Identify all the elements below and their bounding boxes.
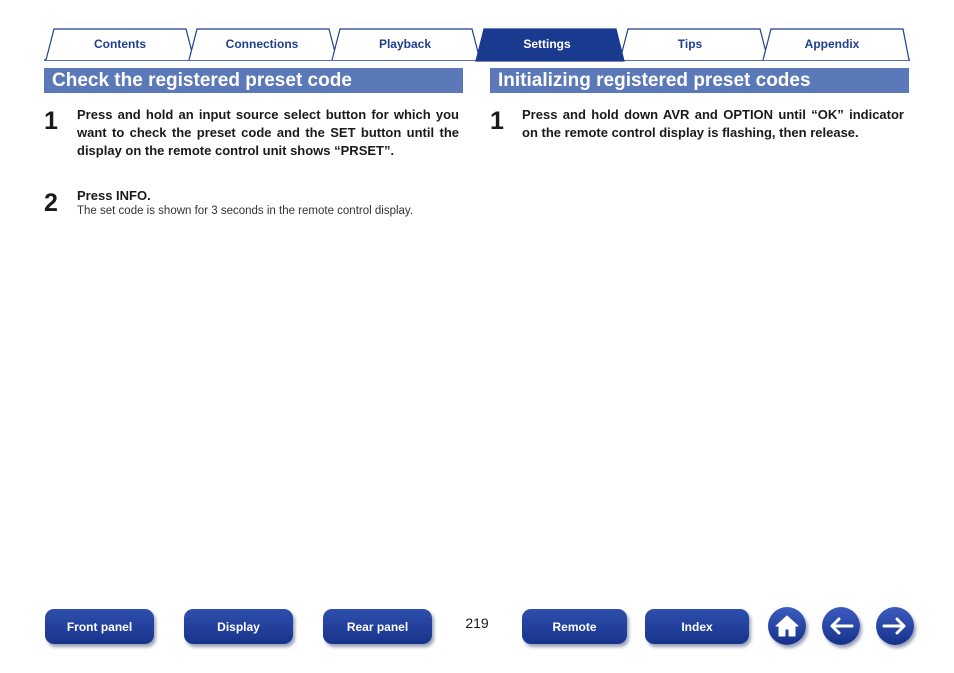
remote-button[interactable]: Remote (522, 609, 627, 644)
step-instruction (77, 106, 459, 160)
tab-connections[interactable]: Connections (225, 37, 299, 51)
step-note: The set code is shown for 3 seconds in the remote control display. (77, 205, 414, 217)
step-number: 1 (490, 107, 504, 135)
tab-bar (44, 27, 910, 63)
front-panel-button[interactable]: Front panel (45, 609, 154, 644)
step-instruction: Press and hold down AVR and OPTION until “OK” indicator on the remote control display is flashing, then release. (522, 107, 904, 140)
tab-settings[interactable]: Settings (523, 37, 571, 51)
home-button[interactable] (768, 607, 806, 645)
back-button[interactable] (822, 607, 860, 645)
step-instruction: Press INFO. (77, 188, 151, 203)
step-instruction-text: Press and hold an input source select button for which you want to check the preset code and the SET button until the display on the remote control unit shows “PRSET”. (77, 107, 459, 158)
index-button[interactable]: Index (645, 609, 749, 644)
tab-appendix[interactable]: Appendix (804, 37, 860, 51)
arrow-left-icon (828, 616, 854, 636)
tab-contents[interactable]: Contents (94, 37, 146, 51)
forward-button[interactable] (876, 607, 914, 645)
tab-tips[interactable]: Tips (677, 37, 703, 51)
display-button[interactable]: Display (184, 609, 293, 644)
step-number: 2 (44, 189, 58, 217)
arrow-right-icon (882, 616, 908, 636)
section-title-initializing: Initializing registered preset codes (490, 68, 909, 93)
section-title-check-preset: Check the registered preset code (44, 68, 463, 93)
rear-panel-button[interactable]: Rear panel (323, 609, 432, 644)
home-icon (774, 614, 800, 638)
tab-playback[interactable]: Playback (378, 37, 432, 51)
page-number: 219 (465, 615, 489, 631)
step-number: 1 (44, 107, 58, 135)
